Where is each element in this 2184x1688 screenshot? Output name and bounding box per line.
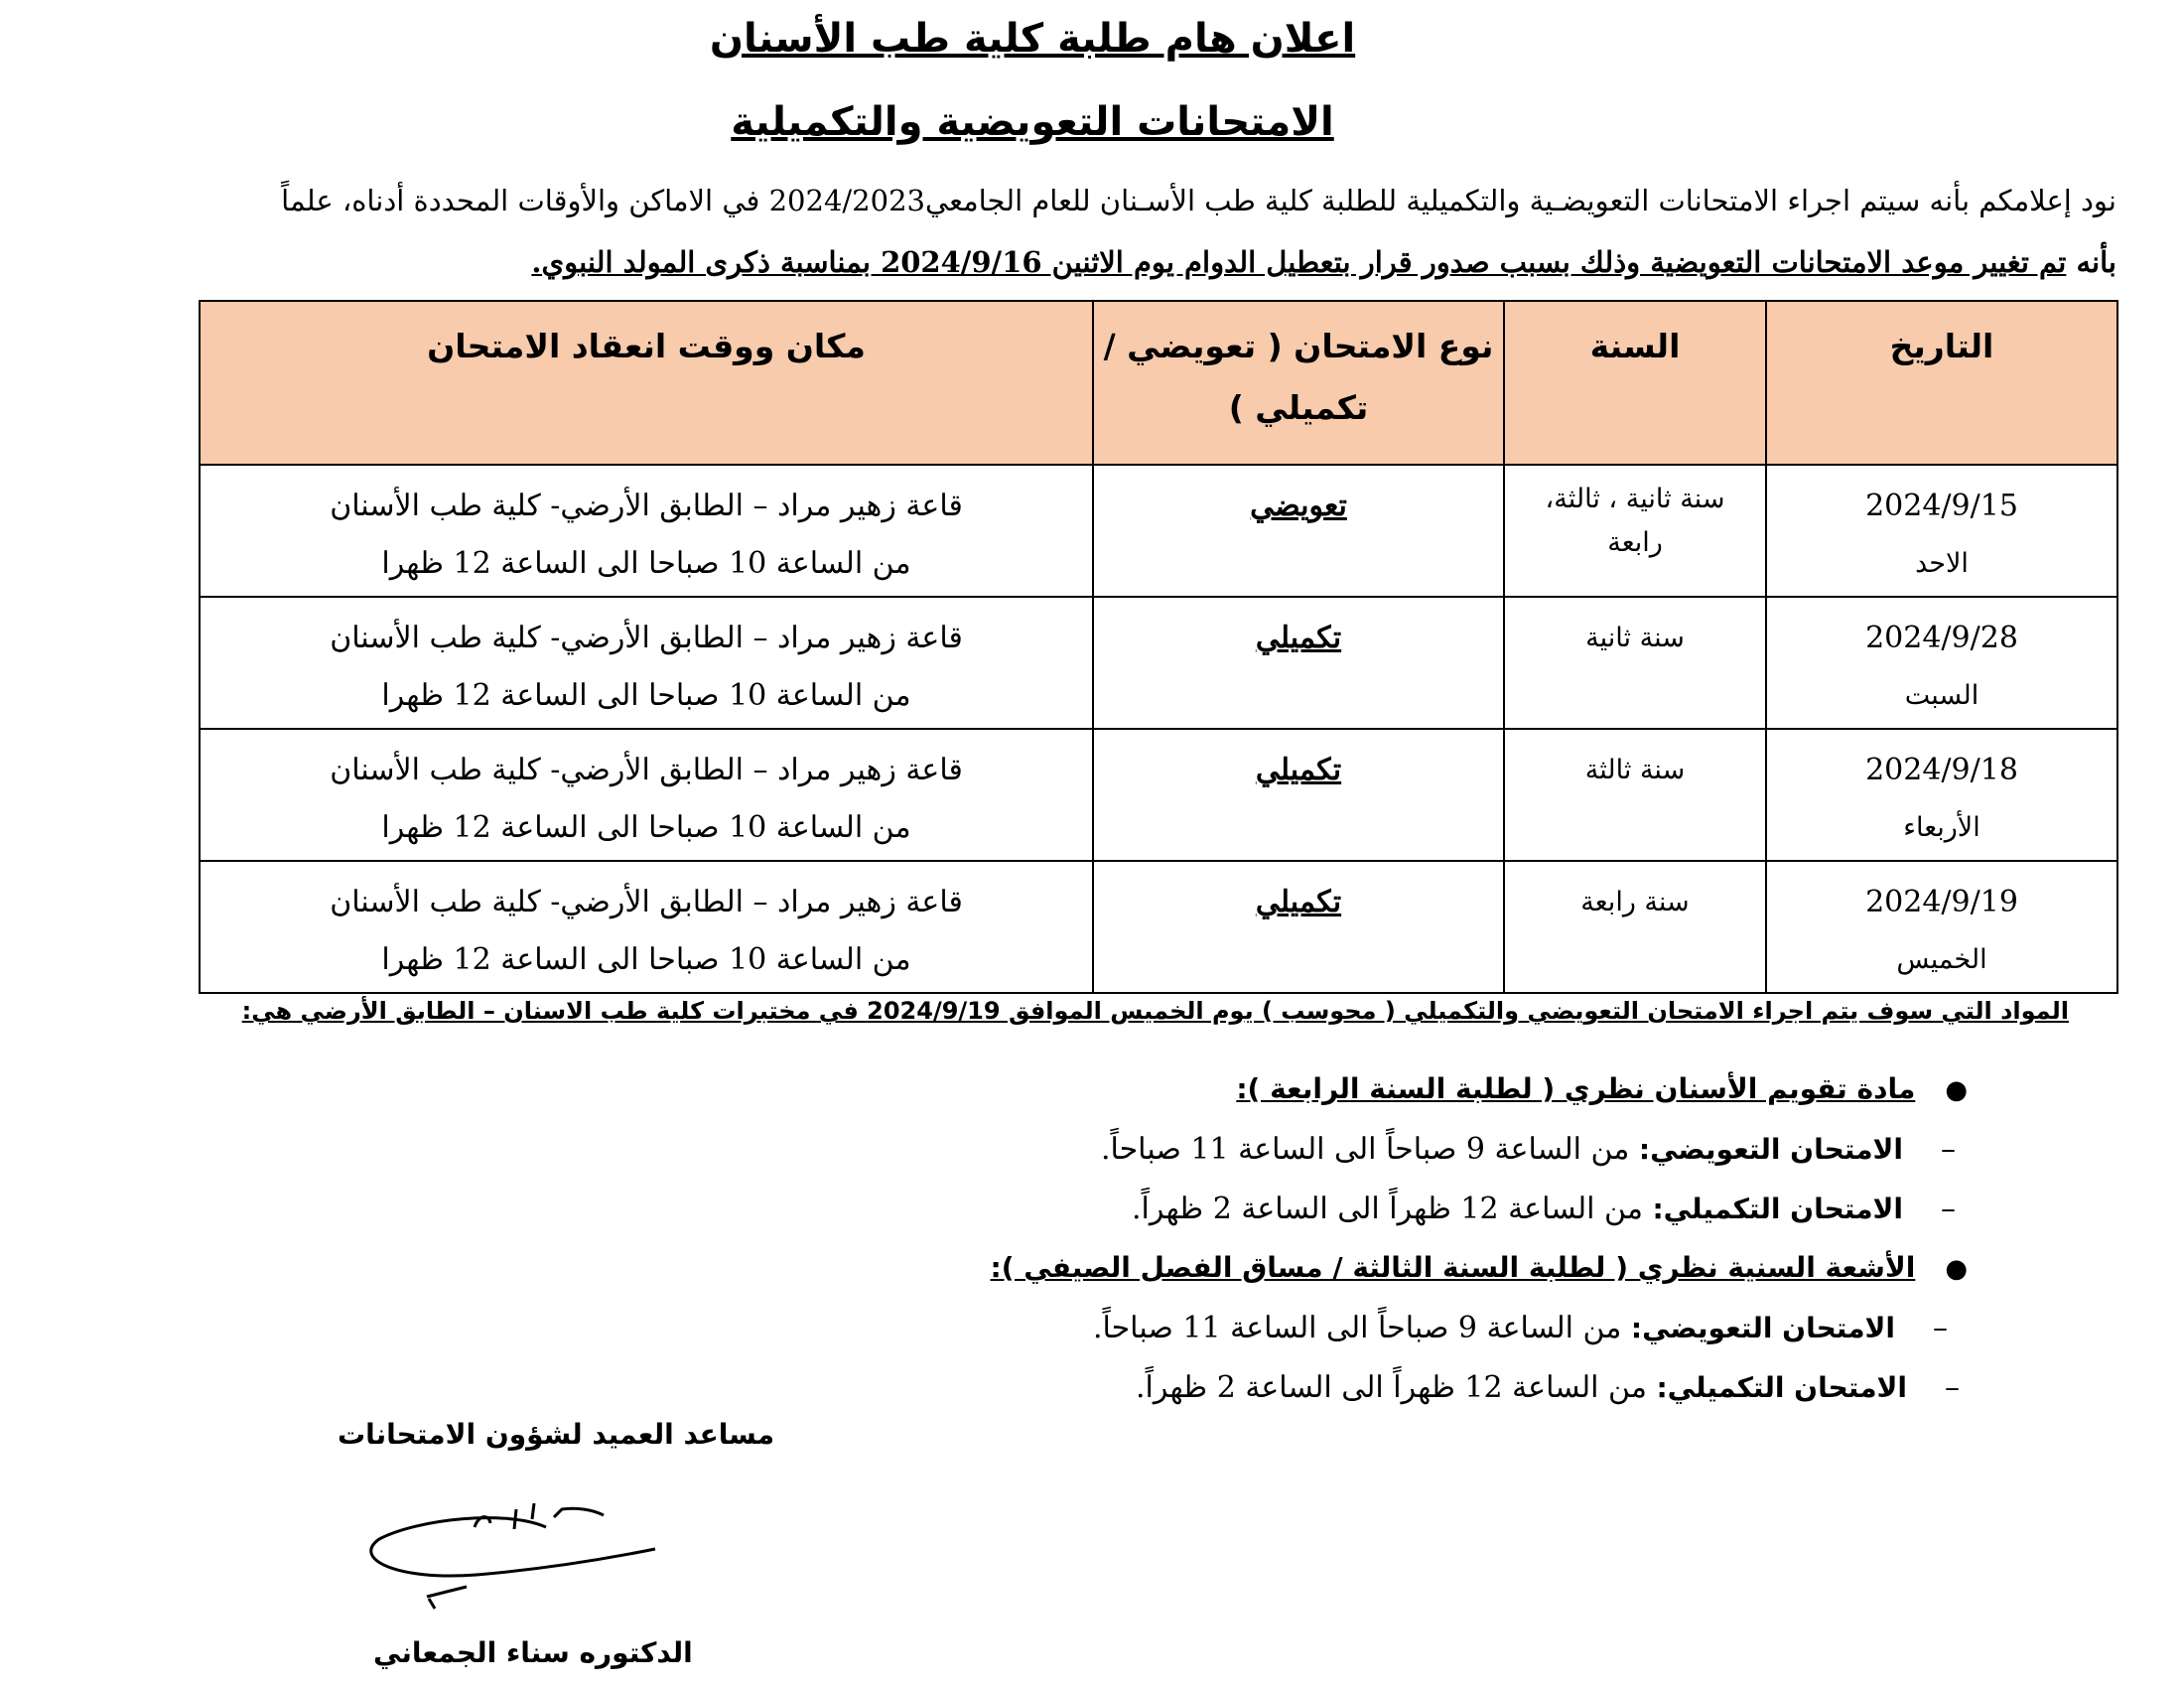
exam-type: تكميلي: [1255, 753, 1342, 787]
date-cell: [1766, 861, 2117, 993]
subject-orthodontics: [1236, 1072, 1968, 1105]
materials-heading: المواد التي سوف يتم اجراء الامتحان التعويضي والتكميلي ( محوسب ) يوم الخميس الموافق 2024/9/19 في مختبرات كلية طب الاسنان – الطابق الأرضي هي:: [241, 997, 2069, 1025]
place-cell: [200, 729, 1093, 861]
list-item: [1101, 1132, 1956, 1167]
year-cell: سنة رابعة: [1504, 861, 1766, 993]
exam-day: الخميس: [1896, 944, 1987, 975]
place-cell: [200, 861, 1093, 993]
date-cell: [1766, 729, 2117, 861]
page-title: اعلان هام طلبة كلية طب الأسنان: [709, 16, 1356, 62]
intro-prefix: بأنه: [2066, 245, 2116, 279]
exam-label: الامتحان التعويضي:: [1638, 1133, 1903, 1166]
year-cell: سنة ثانية: [1504, 597, 1766, 729]
table-row: [200, 465, 2117, 597]
year-cell: سنة ثانية ، ثالثة، رابعة: [1504, 465, 1766, 597]
year-cell: سنة ثالثة: [1504, 729, 1766, 861]
exam-day: الأربعاء: [1903, 812, 1980, 843]
exam-date: 2024/9/28: [1865, 621, 2018, 655]
place-cell: [200, 597, 1093, 729]
list-item: [1093, 1311, 1948, 1345]
dash-icon: –: [1945, 1370, 1960, 1405]
exam-schedule-table: [199, 300, 2118, 994]
bullet-icon: ●: [1945, 1254, 1968, 1284]
exam-date: 2024/9/18: [1865, 753, 2018, 787]
exam-label: الامتحان التكميلي:: [1652, 1193, 1903, 1225]
exam-time: من الساعة 10 صباحا الى الساعة 12 ظهرا: [381, 546, 911, 581]
handwritten-signature: [357, 1489, 695, 1618]
dash-icon: –: [1941, 1192, 1956, 1226]
exam-day: السبت: [1904, 680, 1979, 711]
date-cell: [1766, 597, 2117, 729]
exam-date: 2024/9/19: [1865, 885, 2018, 919]
list-item: [1132, 1192, 1956, 1226]
dash-icon: –: [1941, 1132, 1956, 1167]
dash-icon: –: [1933, 1311, 1948, 1345]
subject-dental-radiology: [991, 1251, 1968, 1284]
bullet-icon: ●: [1945, 1075, 1968, 1105]
table-row: [200, 861, 2117, 993]
exam-day: الاحد: [1915, 548, 1969, 579]
intro-paragraph-line2: [131, 242, 2116, 282]
exam-time-text: من الساعة 9 صباحاً الى الساعة 11 صباحاً.: [1100, 1132, 1639, 1167]
exam-time-text: من الساعة 9 صباحاً الى الساعة 11 صباحاً.: [1092, 1311, 1631, 1345]
type-cell: [1093, 729, 1504, 861]
page-subtitle: الامتحانات التعويضية والتكميلية: [731, 99, 1334, 145]
subject-title: مادة تقويم الأسنان نظري ( لطلبة السنة الرابعة ):: [1236, 1072, 1916, 1105]
type-cell: [1093, 597, 1504, 729]
exam-type: تعويضي: [1250, 489, 1347, 523]
exam-place: قاعة زهير مراد – الطابق الأرضي- كلية طب الأسنان: [330, 621, 963, 655]
intro-change-notice: تم تغيير موعد الامتحانات التعويضية وذلك بسبب صدور قرار بتعطيل الدوام يوم الاثنين 2024/9/16 بمناسبة ذكرى المولد النبوي.: [531, 245, 2067, 279]
date-cell: [1766, 465, 2117, 597]
exam-date: 2024/9/15: [1865, 489, 2018, 523]
list-item: [1136, 1370, 1960, 1405]
exam-place: قاعة زهير مراد – الطابق الأرضي- كلية طب الأسنان: [330, 753, 963, 787]
header-year: السنة: [1504, 301, 1766, 465]
exam-place: قاعة زهير مراد – الطابق الأرضي- كلية طب الأسنان: [330, 885, 963, 919]
header-exam-type: نوع الامتحان ( تعويضي / تكميلي ): [1093, 301, 1504, 465]
exam-time: من الساعة 10 صباحا الى الساعة 12 ظهرا: [381, 678, 911, 713]
exam-place: قاعة زهير مراد – الطابق الأرضي- كلية طب الأسنان: [330, 489, 963, 523]
type-cell: [1093, 465, 1504, 597]
exam-time-text: من الساعة 12 ظهراً الى الساعة 2 ظهراً.: [1136, 1370, 1657, 1405]
header-date: التاريخ: [1766, 301, 2117, 465]
header-place-time: مكان ووقت انعقاد الامتحان: [200, 301, 1093, 465]
subject-title: الأشعة السنية نظري ( لطلبة السنة الثالثة / مساق الفصل الصيفي ):: [990, 1251, 1916, 1284]
signer-title: مساعد العميد لشؤون الامتحانات: [338, 1418, 775, 1451]
exam-time-text: من الساعة 12 ظهراً الى الساعة 2 ظهراً.: [1132, 1192, 1653, 1226]
exam-type: تكميلي: [1255, 885, 1342, 919]
table-row: [200, 729, 2117, 861]
signer-name: الدكتوره سناء الجمعاني: [373, 1636, 693, 1669]
exam-label: الامتحان التعويضي:: [1630, 1312, 1895, 1344]
place-cell: [200, 465, 1093, 597]
exam-label: الامتحان التكميلي:: [1656, 1371, 1907, 1404]
exam-time: من الساعة 10 صباحا الى الساعة 12 ظهرا: [381, 810, 911, 845]
intro-paragraph-line1: نود إعلامكم بأنه سيتم اجراء الامتحانات التعويضـية والتكميلية للطلبة كلية طب الأسـنان للعام الجامعي2024/2023 في الاماكن والأوقات المحددة أدناه، علماً: [281, 184, 2116, 217]
exam-time: من الساعة 10 صباحا الى الساعة 12 ظهرا: [381, 942, 911, 977]
type-cell: [1093, 861, 1504, 993]
table-header-row: [200, 301, 2117, 465]
exam-type: تكميلي: [1255, 621, 1342, 655]
table-row: [200, 597, 2117, 729]
